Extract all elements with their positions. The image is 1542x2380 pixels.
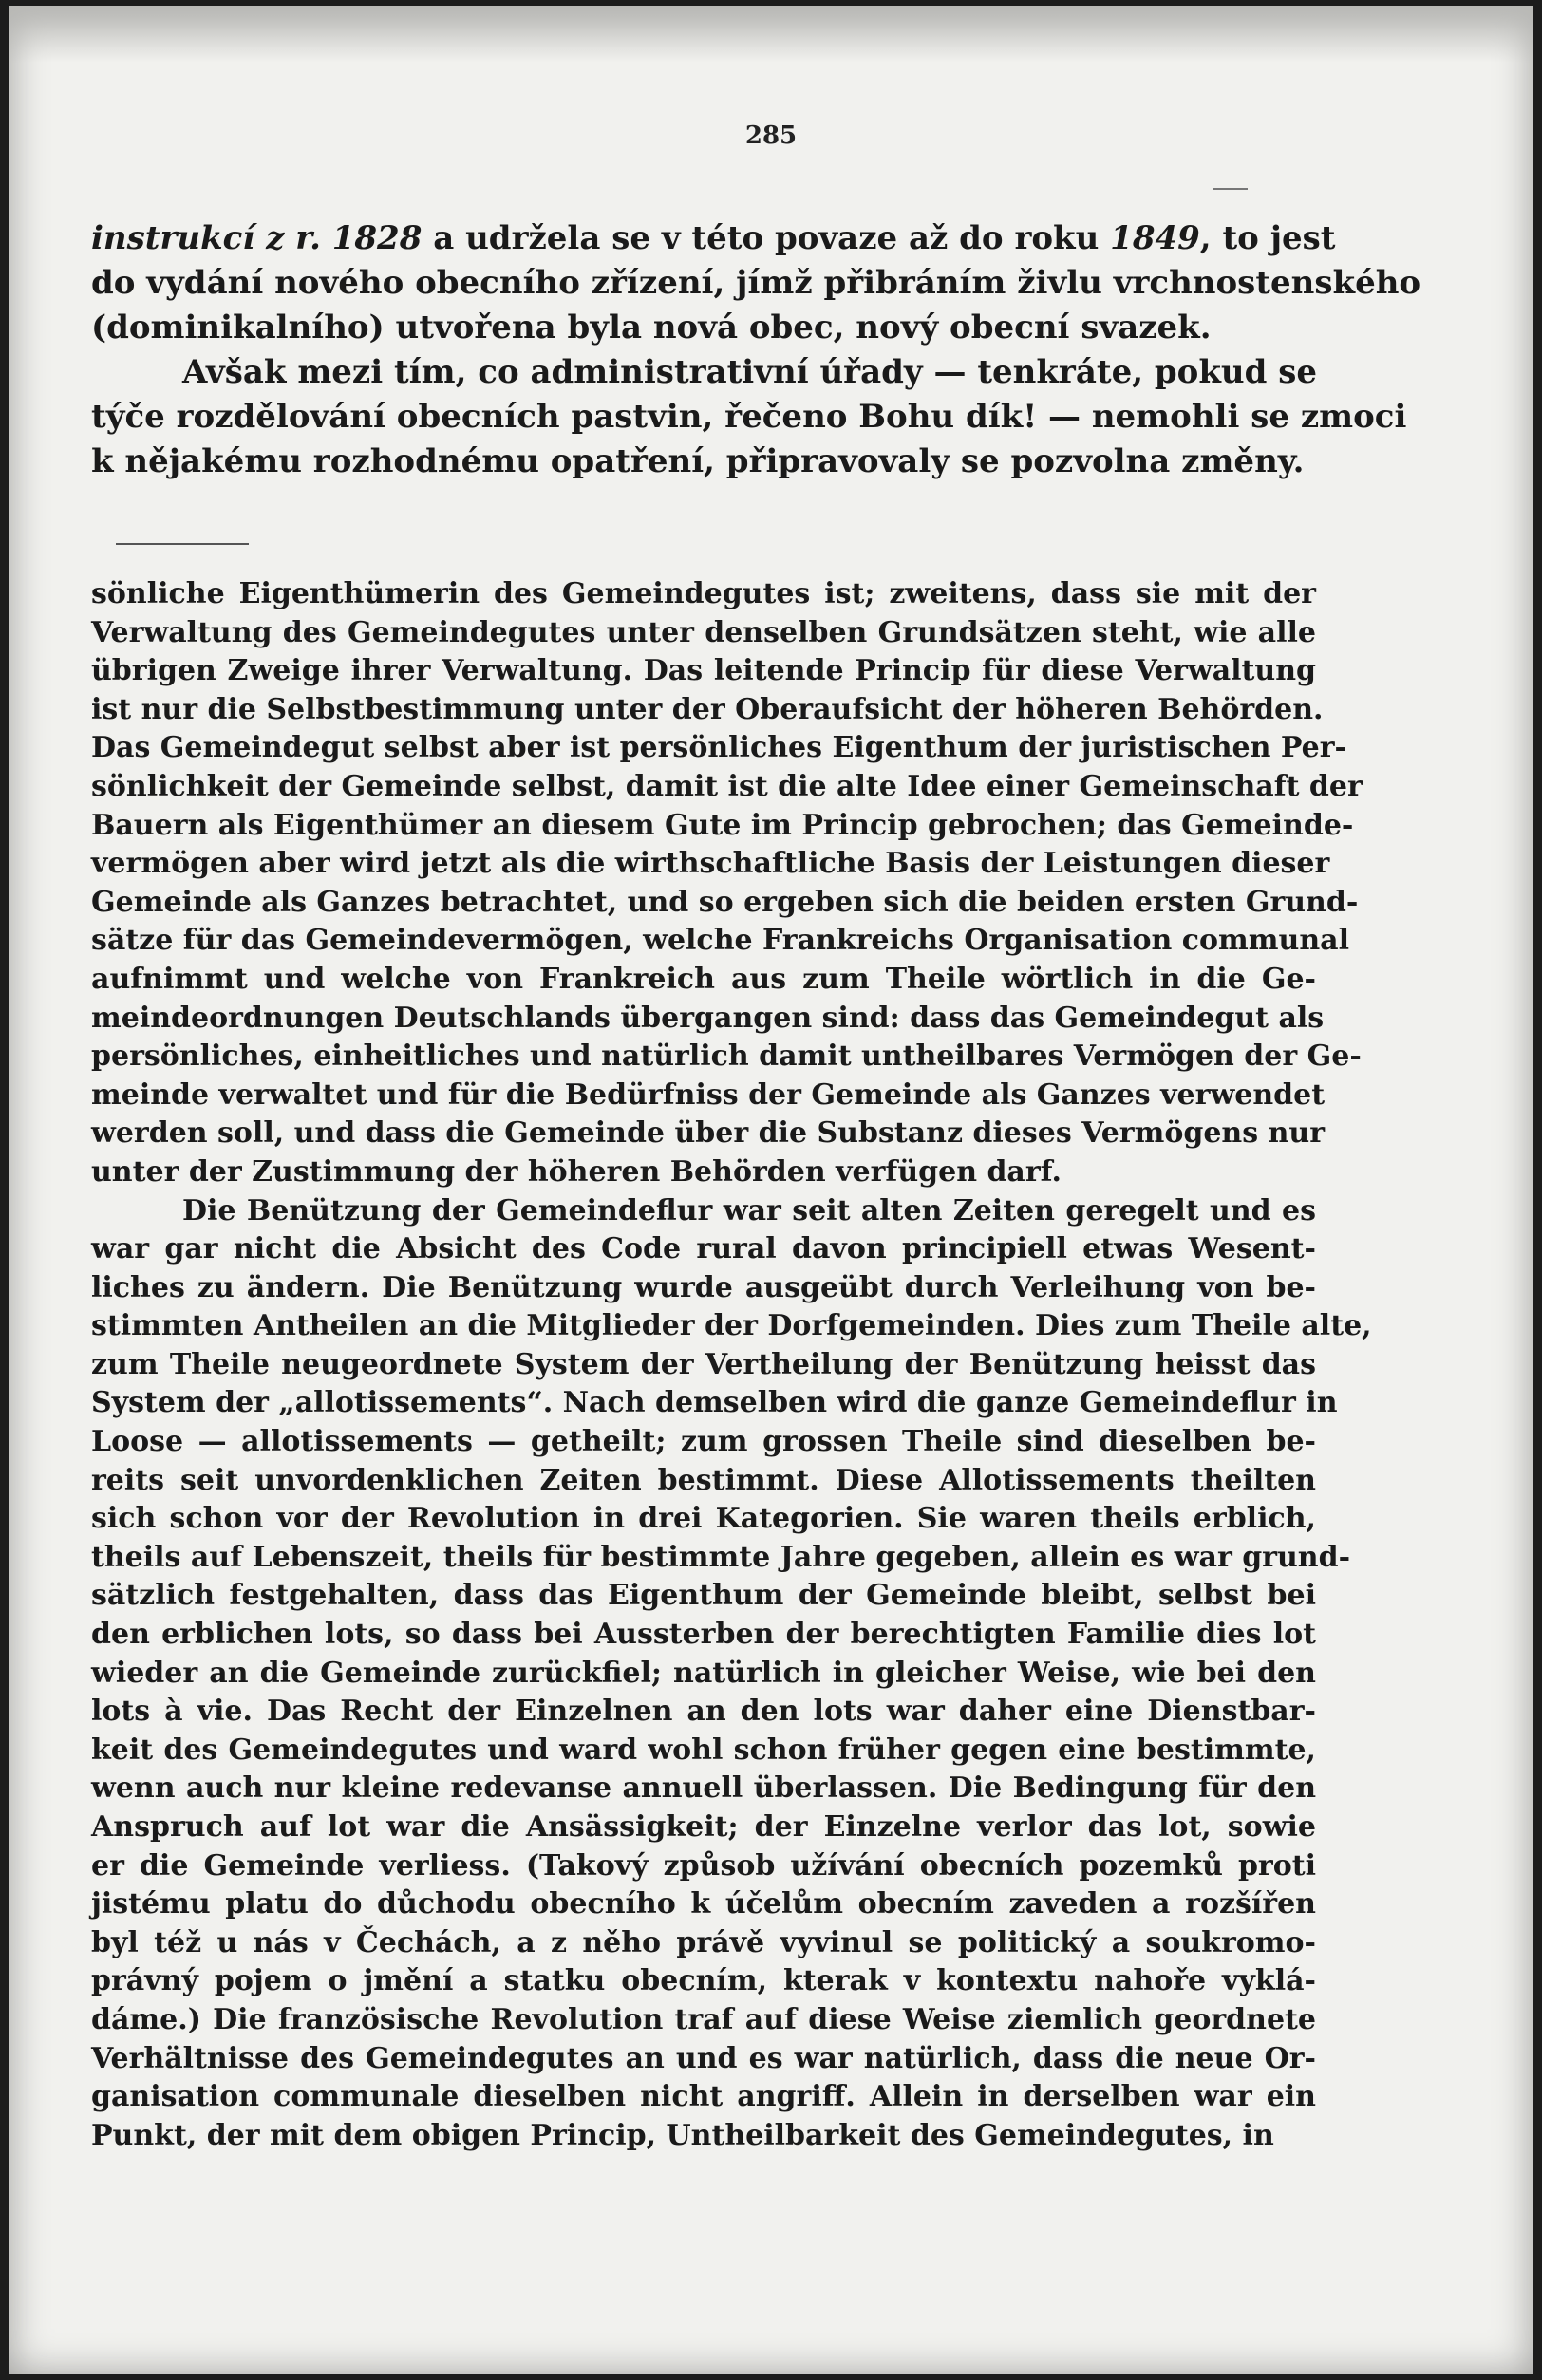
text-line: sich schon vor der Revolution in drei Kategorien. Sie waren theils erblich, (91, 1502, 1316, 1536)
text-line: meindeordnungen Deutschlands übergangen sind: dass das Gemeindegut als (91, 1001, 1325, 1035)
text-line: er die Gemeinde verliess. (Takový způsob užívání obecních pozemků proti (91, 1848, 1316, 1883)
text-line: týče rozdělování obecních pastvin, řečeno Bohu dík! — nemohli se zmoci (91, 398, 1407, 436)
text-line: keit des Gemeindegutes und ward wohl schon früher gegen eine bestimmte, (91, 1733, 1316, 1767)
german-footnote (91, 575, 1372, 2155)
text-line: wieder an die Gemeinde zurückfiel; natürlich in gleicher Weise, wie bei den (91, 1656, 1316, 1690)
text-line: sätzlich festgehalten, dass das Eigenthum der Gemeinde bleibt, selbst bei (91, 1579, 1316, 1613)
text-line: war gar nicht die Absicht des Code rural davon principiell etwas Wesent- (91, 1232, 1316, 1266)
text-line: sönliche Eigenthümerin des Gemeindegutes ist; zweitens, dass sie mit der (91, 577, 1316, 610)
text-line: System der „allotissements“. Nach demselben wird die ganze Gemeindeflur in (91, 1386, 1338, 1420)
text-line: Bauern als Eigenthümer an diesem Gute im Princip gebrochen; das Gemeinde- (91, 808, 1354, 842)
text-line: ist nur die Selbstbestimmung unter der Oberaufsicht der höheren Behörden. (91, 692, 1324, 726)
text-line: Punkt, der mit dem obigen Princip, Untheilbarkeit des Gemeindegutes, in (91, 2118, 1274, 2152)
text-line: právný pojem o jmění a statku obecním, kterak v kontextu nahoře vyklá- (91, 1964, 1316, 1998)
text-line: Verhältnisse des Gemeindegutes an und es war natürlich, dass die neue Or- (91, 2041, 1316, 2075)
page-number: 285 (744, 122, 798, 150)
czech-paragraphs (91, 216, 1421, 484)
text-line: k nějakému rozhodnému opatření, připravovaly se pozvolna změny. (91, 442, 1305, 480)
text-line: Verwaltung des Gemeindegutes unter denselben Grundsätzen steht, wie alle (91, 615, 1316, 649)
text-line: Avšak mezi tím, co administrativní úřady — tenkráte, pokud se (182, 353, 1317, 391)
text-line: liches zu ändern. Die Benützung wurde ausgeübt durch Verleihung von be- (91, 1270, 1316, 1304)
text-line: werden soll, und dass die Gemeinde über die Substanz dieses Vermögens nur (91, 1116, 1325, 1151)
text-line: sönlichkeit der Gemeinde selbst, damit ist die alte Idee einer Gemeinschaft der (91, 769, 1363, 803)
text-line: Loose — allotissements — getheilt; zum grossen Theile sind dieselben be- (91, 1425, 1316, 1459)
text-line: aufnimmt und welche von Frankreich aus zum Theile wörtlich in die Ge- (91, 962, 1316, 996)
text-line: unter der Zustimmung der höheren Behörden verfügen darf. (91, 1154, 1062, 1189)
text-line: jistému platu do důchodu obecního k účelům obecním zaveden a rozšířen (91, 1887, 1316, 1921)
text-line: (dominikalního) utvořena byla nová obec, nový obecní svazek. (91, 309, 1212, 347)
text-line: den erblichen lots, so dass bei Aussterben der berechtigten Familie dies lot (91, 1618, 1316, 1652)
text-line: lots à vie. Das Recht der Einzelnen an den lots war daher eine Dienstbar- (91, 1695, 1316, 1729)
text-line: vermögen aber wird jetzt als die wirthschaftliche Basis der Leistungen dieser (91, 847, 1330, 881)
text-line: Gemeinde als Ganzes betrachtet, und so ergeben sich die beiden ersten Grund- (91, 885, 1359, 919)
text-line: ganisation communale dieselben nicht angriff. Allein in derselben war ein (91, 2080, 1316, 2114)
text-line: byl též u nás v Čechách, a z něho právě vyvinul se politický a soukromo- (91, 1925, 1316, 1959)
text-line: instrukcí z r. 1828 a udržela se v této povaze až do roku 1849, to jest (91, 219, 1336, 257)
text-line: wenn auch nur kleine redevanse annuell überlassen. Die Bedingung für den (91, 1771, 1316, 1806)
text-line: meinde verwaltet und für die Bedürfniss der Gemeinde als Ganzes verwendet (91, 1078, 1326, 1112)
text-line: do vydání nového obecního zřízení, jímž přibráním živlu vrchnostenského (91, 264, 1421, 302)
text-line: reits seit unvordenklichen Zeiten bestimmt. Diese Allotissements theilten (91, 1463, 1316, 1497)
text-line: dáme.) Die französische Revolution traf auf diese Weise ziemlich geordnete (91, 2002, 1316, 2036)
text-line: stimmten Antheilen an die Mitglieder der Dorfgemeinden. Dies zum Theile alte, (91, 1309, 1372, 1343)
scan-shadow (9, 6, 1533, 63)
text-line: Die Benützung der Gemeindeflur war seit alten Zeiten geregelt und es (182, 1193, 1316, 1227)
text-line: zum Theile neugeordnete System der Vertheilung der Benützung heisst das (91, 1347, 1316, 1381)
text-line: sätze für das Gemeindevermögen, welche Frankreichs Organisation communal (91, 924, 1349, 958)
text-line: Das Gemeindegut selbst aber ist persönliches Eigenthum der juristischen Per- (91, 731, 1346, 765)
text-line: persönliches, einheitliches und natürlich damit untheilbares Vermögen der Ge- (91, 1040, 1362, 1074)
footnote-divider (116, 543, 249, 545)
scanned-page (9, 6, 1533, 2374)
text-line: übrigen Zweige ihrer Verwaltung. Das leitende Princip für diese Verwaltung (91, 654, 1316, 688)
margin-mark (1213, 188, 1248, 190)
text-line: Anspruch auf lot war die Ansässigkeit; der Einzelne verlor das lot, sowie (91, 1810, 1316, 1844)
text-line: theils auf Lebenszeit, theils für bestimmte Jahre gegeben, allein es war grund- (91, 1540, 1351, 1574)
